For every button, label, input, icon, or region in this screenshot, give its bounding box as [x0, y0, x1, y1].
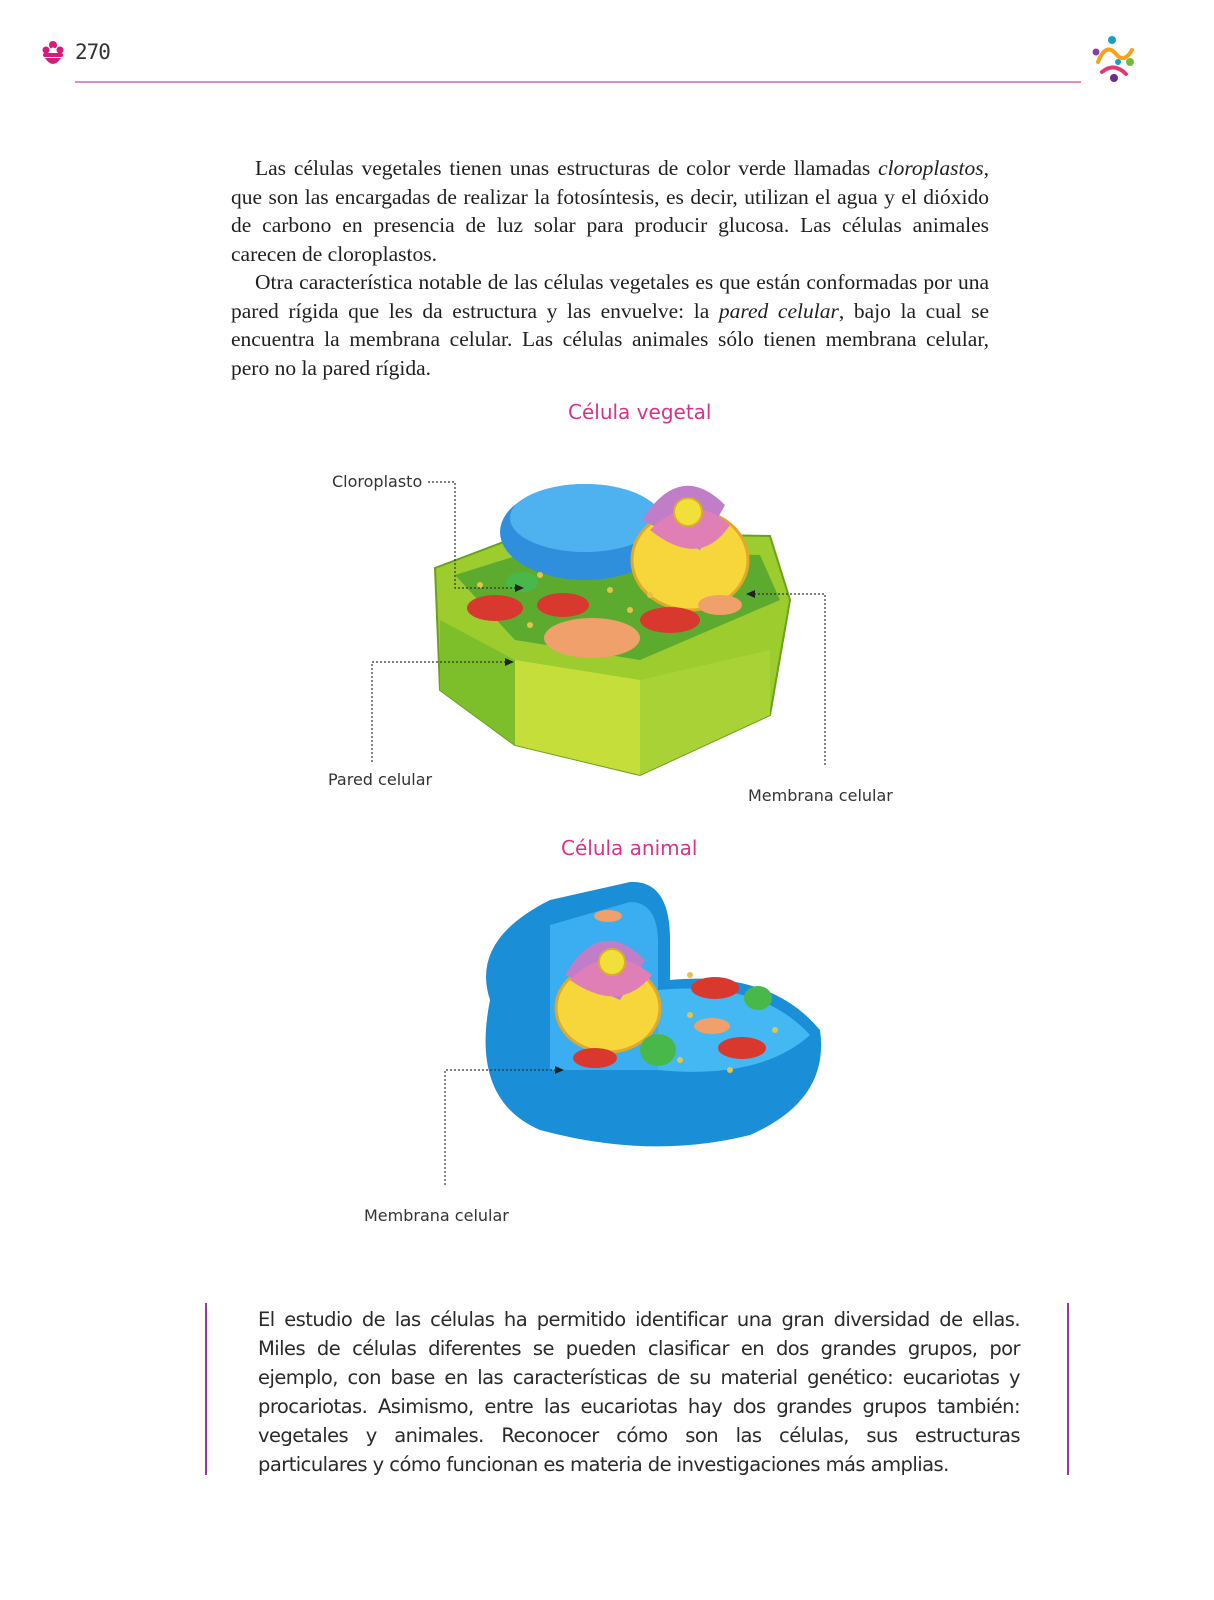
body-text — [231, 154, 989, 382]
animal-cell-title: Célula animal — [561, 836, 698, 860]
flower-ornament-icon — [40, 40, 66, 68]
label-cell-wall: Pared celular — [328, 770, 433, 789]
paragraph1-part1: Las células vegetales tienen unas estructuras de color verde llamadas — [255, 156, 879, 180]
paragraph2-part1: Otra característica notable de las células vegetales es que están conformadas por una pared rígida que les da estructura y las envuelve: la — [231, 270, 989, 323]
term-cell-wall: pared celular — [718, 298, 839, 323]
animal-cell-illustration — [430, 880, 840, 1210]
paragraph1-part2: , que son las encargadas de realizar la fotosíntesis, es decir, utilizan el agua y el dióxido de carbono en presencia de luz solar para producir glucosa. Las células animales carecen de cloroplastos. — [231, 156, 989, 266]
paragraph-cell-wall — [231, 268, 989, 382]
paragraph-chloroplasts — [231, 154, 989, 268]
colorful-dots-logo-icon — [1088, 32, 1140, 84]
label-chloroplast: Cloroplasto — [332, 472, 423, 491]
label-plant-membrane: Membrana celular — [748, 786, 893, 805]
note-text: El estudio de las células ha permitido identificar una gran diversidad de ellas. Miles de células diferentes se pueden clasificar en dos grandes grupos, por ejemplo, con base en las características de su material genético: eucariotas y procariotas. Asimismo, entre las eucariotas hay dos grandes grupos también: vegetales y animales. Reconocer cómo son las células, sus estructuras particulares y cómo funcionan es materia de investigaciones más amplias. — [258, 1308, 1020, 1476]
plant-cell-illustration — [300, 460, 900, 800]
header-rule — [75, 81, 1081, 83]
term-chloroplasts: cloroplastos — [878, 156, 984, 180]
plant-cell-title: Célula vegetal — [568, 400, 712, 424]
page-number: 270 — [75, 40, 110, 64]
label-animal-membrane: Membrana celular — [364, 1206, 509, 1225]
paragraph2-part2: , bajo la cual se encuentra la membrana celular. Las células animales sólo tienen membrana celular, pero no la pared rígida. — [231, 298, 989, 380]
